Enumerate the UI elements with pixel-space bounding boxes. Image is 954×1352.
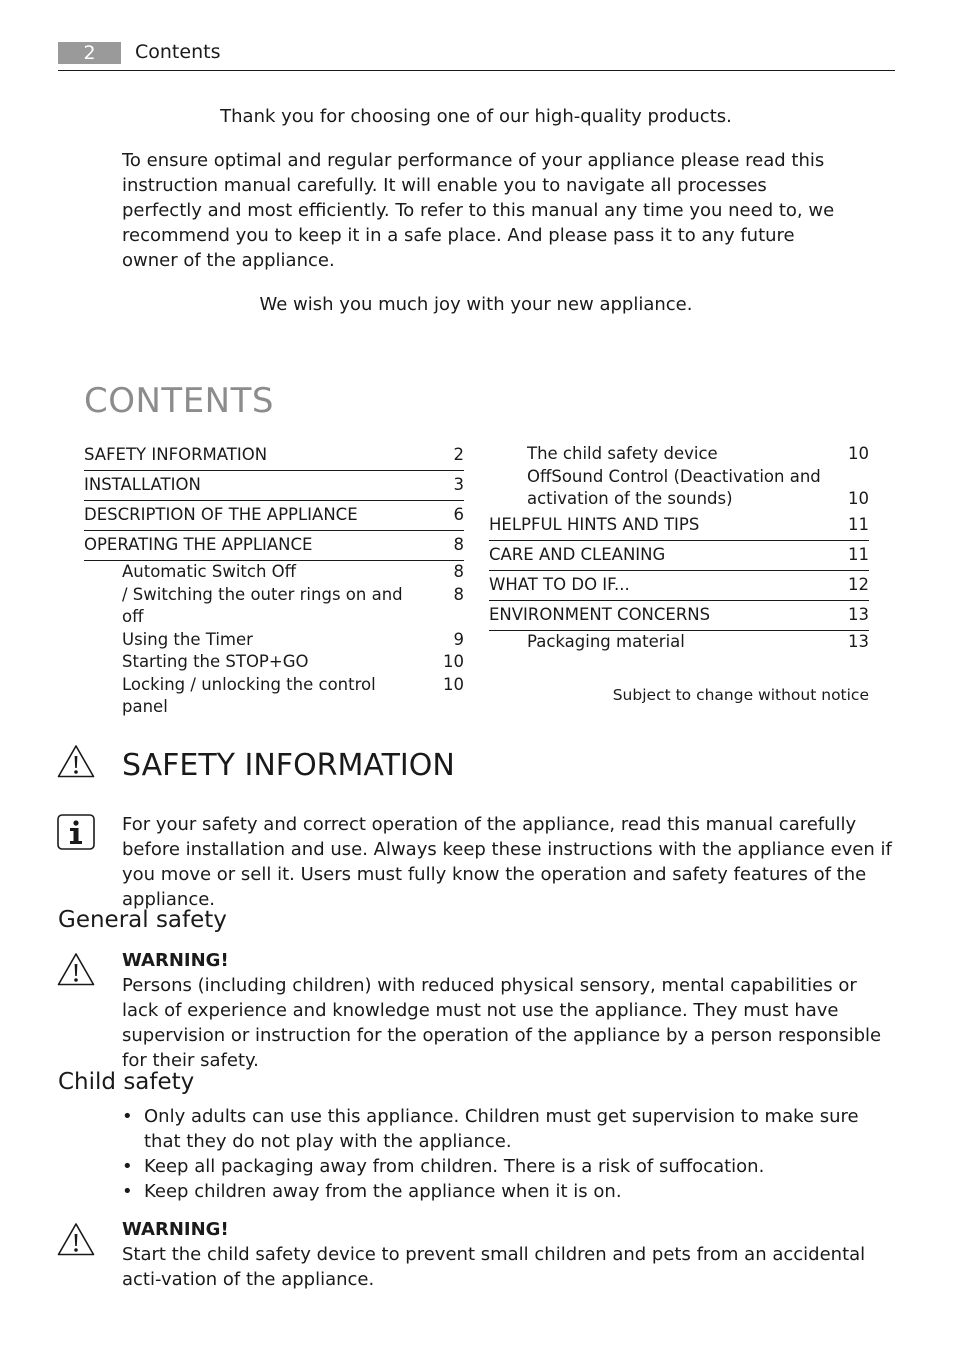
warning-triangle-icon	[57, 952, 95, 990]
toc-subentry-page: 10	[443, 674, 464, 694]
list-item-text: Keep all packaging away from children. There is a risk of suffocation.	[144, 1156, 765, 1177]
toc-entry[interactable]	[489, 571, 869, 601]
page-number: 2	[58, 42, 121, 64]
toc-entry-label: OPERATING THE APPLIANCE	[84, 535, 313, 554]
toc-entry-label: HELPFUL HINTS AND TIPS	[489, 514, 700, 534]
toc-entry[interactable]	[84, 531, 464, 561]
child-warning-label: WARNING!	[122, 1219, 229, 1240]
toc-subentry-page: 10	[848, 444, 869, 463]
bullet-icon: •	[122, 1181, 133, 1202]
toc-subentry-page: 10	[443, 652, 464, 671]
toc-right-column	[489, 443, 869, 653]
toc-subentry-page: 8	[453, 562, 464, 581]
toc-entry[interactable]	[84, 501, 464, 531]
general-warning-text: Persons (including children) with reduced physical sensory, mental capabilities or lack of experience and knowledge must not use the appliance. They must have supervision or instruction for the operation of the appliance by a person responsible for their safety.	[122, 975, 882, 1071]
toc-subentry-page: 10	[848, 489, 869, 508]
toc-entry-label: DESCRIPTION OF THE APPLIANCE	[84, 505, 358, 524]
toc-subentry[interactable]	[84, 561, 464, 584]
toc-entry-label: ENVIRONMENT CONCERNS	[489, 604, 711, 624]
toc-entry[interactable]	[489, 601, 869, 631]
toc-entry-page: 13	[848, 604, 869, 624]
toc-subentry-label: / Switching the outer rings on and off	[122, 584, 403, 626]
toc-entry-page: 12	[848, 574, 869, 594]
toc-subentry-label: OffSound Control (Deactivation and activation of the sounds)	[527, 466, 821, 508]
toc-subentry-label: Packaging material	[527, 631, 685, 651]
toc-subentry-label: Automatic Switch Off	[122, 562, 297, 581]
toc-entry[interactable]	[84, 441, 464, 471]
toc-subentry-label: Starting the STOP+GO	[122, 652, 309, 671]
toc-subentry[interactable]	[84, 584, 464, 629]
list-item	[122, 1179, 892, 1204]
toc-subentry-page: 8	[453, 584, 464, 604]
toc-entry-page: 11	[848, 544, 869, 564]
child-safety-list	[122, 1104, 892, 1204]
general-safety-title: General safety	[58, 907, 227, 933]
list-item-text: Keep children away from the appliance when it is on.	[144, 1181, 622, 1202]
header-rule	[58, 70, 895, 71]
intro-closing: We wish you much joy with your new appliance.	[259, 294, 693, 315]
warning-triangle-icon	[57, 1222, 95, 1260]
list-item	[122, 1104, 892, 1154]
toc-entry-page: 6	[453, 505, 464, 524]
toc-entry-page: 11	[848, 514, 869, 534]
toc-subentry[interactable]	[489, 466, 869, 511]
intro-paragraph: To ensure optimal and regular performance of your appliance please read this instruction manual carefully. It will enable you to navigate all processes perfectly and most efficiently. To refer to this manual any time you need to, we recommend you to keep it in a safe place. And please pass it to any future owner of the appliance.	[122, 150, 835, 271]
toc-subentry[interactable]	[84, 629, 464, 652]
toc-entry-label: SAFETY INFORMATION	[84, 445, 268, 464]
toc-subentry-label: Using the Timer	[122, 629, 253, 649]
safety-info-text: For your safety and correct operation of the appliance, read this manual carefully before installation and use. Always keep these instructions with the appliance even if you move or sell it. Users must fully know the operation and safety features of the appliance.	[122, 814, 892, 910]
info-icon	[57, 814, 95, 854]
general-warning-label: WARNING!	[122, 950, 229, 971]
child-warning-text: Start the child safety device to prevent small children and pets from an accidental acti-vation of the appliance.	[122, 1244, 866, 1290]
toc-entry-label: WHAT TO DO IF...	[489, 574, 630, 594]
toc-entry-label: CARE AND CLEANING	[489, 544, 666, 564]
list-item-text: Only adults can use this appliance. Children must get supervision to make sure that they do not play with the appliance.	[144, 1106, 859, 1152]
toc-entry-page: 2	[453, 445, 464, 464]
running-header-title: Contents	[135, 41, 221, 63]
toc-left-column	[84, 441, 464, 719]
toc-entry-page: 8	[453, 535, 464, 554]
list-item	[122, 1154, 892, 1179]
toc-subentry-label: Locking / unlocking the control panel	[122, 674, 376, 716]
toc-subentry[interactable]	[489, 631, 869, 654]
toc-subentry-page: 13	[848, 631, 869, 651]
contents-title: CONTENTS	[84, 381, 274, 421]
toc-subentry[interactable]	[489, 443, 869, 466]
toc-subentry[interactable]	[84, 674, 464, 719]
toc-entry-label: INSTALLATION	[84, 475, 201, 494]
toc-subentry-page: 9	[453, 629, 464, 649]
toc-entry[interactable]	[489, 541, 869, 571]
toc-entry[interactable]	[84, 471, 464, 501]
bullet-icon: •	[122, 1156, 133, 1177]
toc-entry-page: 3	[453, 475, 464, 494]
toc-subentry[interactable]	[84, 651, 464, 674]
bullet-icon: •	[122, 1106, 133, 1127]
child-safety-title: Child safety	[58, 1069, 195, 1095]
toc-subentry-label: The child safety device	[527, 444, 718, 463]
warning-triangle-icon	[57, 744, 95, 782]
change-notice: Subject to change without notice	[612, 686, 869, 704]
intro-thanks: Thank you for choosing one of our high-quality products.	[220, 106, 732, 127]
toc-entry[interactable]	[489, 511, 869, 541]
safety-title: SAFETY INFORMATION	[122, 748, 455, 783]
